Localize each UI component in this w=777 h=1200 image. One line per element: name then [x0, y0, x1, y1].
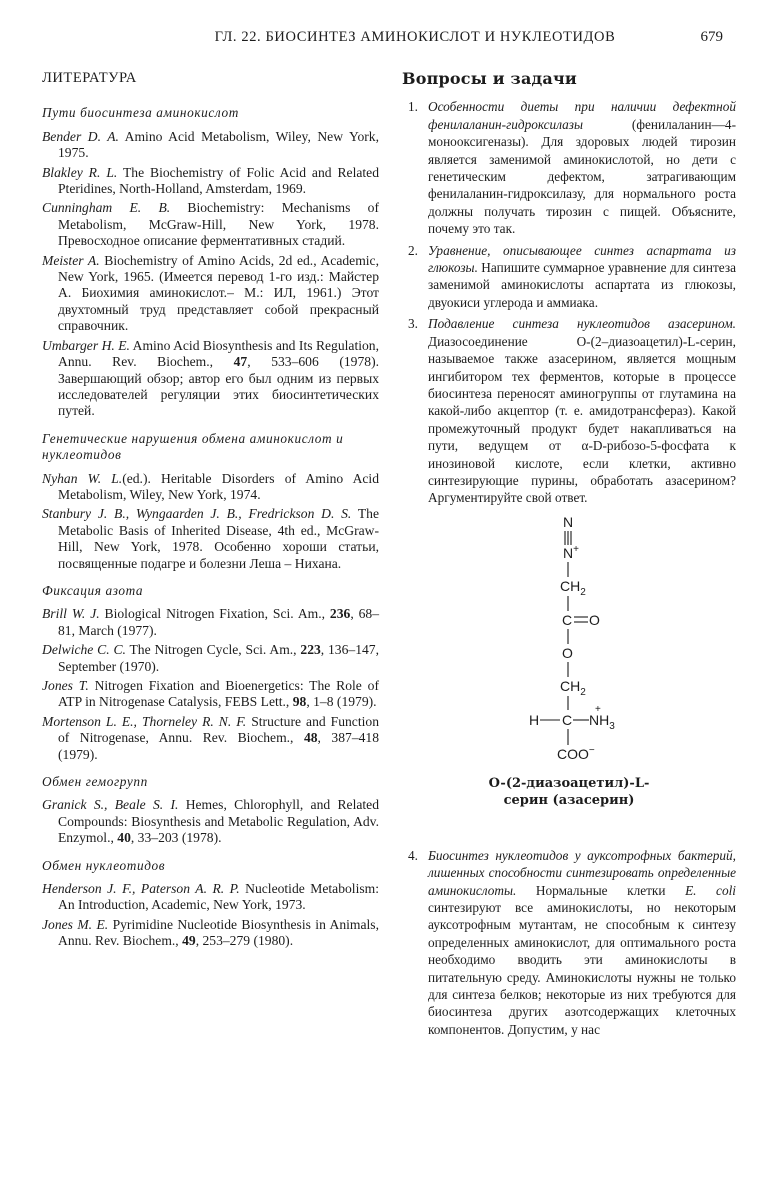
page-number: 679 — [700, 29, 723, 45]
reference-volume: 223 — [300, 642, 321, 658]
triple-bond — [565, 531, 571, 545]
double-bond — [574, 617, 588, 622]
reference-text: , 68–81, March (1977). — [58, 606, 380, 638]
reference-author: Mortenson L. E., Thorneley R. N. F. — [42, 713, 247, 729]
question-item — [402, 242, 736, 312]
question-heading: Уравнение, описывающее синтез аспартата из глюкозы. — [428, 242, 736, 276]
literature-column — [42, 70, 379, 961]
alpha-carbon: C — [562, 711, 573, 728]
reference-text: Amino Acid Metabolism, Wiley, New York, 1975. — [58, 128, 379, 161]
reference-text: Nucleotide Metabolism: An Introduction, Academic, New York, 1973. — [58, 881, 380, 913]
azaserine-structure — [402, 513, 736, 775]
section-title: Фиксация азота — [42, 582, 144, 598]
reference-volume: 236 — [329, 606, 351, 622]
reference-volume: 49 — [182, 933, 196, 949]
reference-item — [42, 338, 379, 420]
reference-author: Henderson J. F., Paterson A. R. P. — [42, 881, 240, 897]
reference-author: Cunningham E. B. — [42, 200, 171, 216]
reference-volume: 40 — [117, 830, 131, 846]
reference-item — [42, 678, 379, 711]
reference-item — [42, 642, 379, 675]
reference-author: Stanbury J. B., Wyngaarden J. B., Fredrickson D. S. — [42, 506, 352, 522]
reference-author: Umbarger H. E. — [42, 337, 130, 353]
reference-item — [42, 606, 379, 639]
atom-n-terminal: N — [563, 513, 574, 530]
reference-text: Biological Nitrogen Fixation, Sci. Am., — [99, 606, 330, 622]
question-number: 3. — [408, 316, 418, 332]
reference-item — [42, 253, 379, 335]
section-title: Пути биосинтеза аминокислот — [42, 105, 239, 121]
reference-author: Delwiche C. C. — [42, 642, 126, 658]
caption-line: O-(2-диазоацетил)-L- — [488, 775, 650, 791]
reference-volume: 47 — [233, 354, 248, 370]
section-title: Обмен гемогрупп — [42, 774, 148, 790]
reference-text: , 33–203 (1978). — [130, 830, 222, 846]
reference-text: Biochemistry of Amino Acids, 2d ed., Academic, New York, 1965. (Имеется перевод 1-го изд.: Майстер А. Биохимия аминокислот.– М.: ИЛ, 1961.) Этот двухтомный труд представляет собой прекрасный справочник. — [58, 252, 379, 334]
question-number: 2. — [408, 242, 418, 258]
reference-text: , 387–418 (1979). — [58, 730, 380, 762]
reference-author: Granick S., Beale S. I. — [42, 797, 179, 813]
question-item — [402, 315, 736, 506]
reference-list — [42, 471, 379, 572]
carbonyl-oxygen: O — [589, 611, 600, 628]
reference-author: Nyhan W. L. — [42, 470, 123, 486]
alpha-hydrogen: H — [529, 711, 540, 728]
reference-list — [42, 797, 379, 846]
methylene-group: $CH_2$ — [560, 677, 586, 698]
reference-list — [42, 129, 379, 420]
reference-author: Jones M. E. — [42, 916, 109, 932]
reference-text: (ed.). Heritable Disorders of Amino Acid Metabolism, Wiley, New York, 1974. — [58, 470, 379, 502]
structure-caption — [402, 775, 736, 809]
reference-author: Brill W. J. — [42, 606, 100, 622]
reference-text: The Biochemistry of Folic Acid and Related Pteridines, North-Holland, Amsterdam, 1969. — [58, 164, 379, 197]
methylene-group: $CH_2$ — [560, 577, 586, 598]
carboxylate-group: COO− — [557, 744, 595, 762]
reference-volume: 48 — [303, 730, 318, 746]
ester-oxygen: O — [562, 644, 573, 661]
reference-text: Biochemistry: Mechanisms of Metabolism, McGraw-Hill, New York, 1978. Превосходное описание ферментативных стадий. — [58, 200, 379, 249]
carbonyl-carbon: C — [562, 611, 573, 628]
reference-volume: 98 — [292, 694, 307, 710]
ammonium-group: $NH_3$ — [589, 711, 615, 732]
question-number: 4. — [408, 847, 418, 863]
reference-text: Pyrimidine Nucleotide Biosynthesis in Animals, Annu. Rev. Biochem., — [58, 916, 379, 949]
reference-item — [42, 714, 379, 763]
reference-author: Meister A. — [42, 252, 100, 268]
reference-author: Bender D. A. — [42, 128, 119, 144]
question-text: Нормальные клетки — [516, 882, 686, 898]
reference-item — [42, 165, 379, 198]
section-title: Генетические нарушения обмена аминокислот и нуклеотидов — [42, 430, 344, 463]
literature-title: ЛИТЕРАТУРА — [42, 70, 137, 86]
reference-text: , 533–606 (1978). Завершающий обзор; автор его был одним из первых исследователей регуляции этих биосинтетических путей. — [58, 354, 379, 419]
caption-line: серин (азасерин) — [503, 792, 635, 808]
reference-author: Jones T. — [42, 678, 89, 693]
question-item — [402, 847, 736, 1038]
reference-item — [42, 200, 379, 249]
question-text: Напишите суммарное уравнение для синтеза заменимой аминокислоты аспартата из глюкозы, двуокиси углерода и аммиака. — [428, 260, 736, 310]
reference-text: Hemes, Chlorophyll, and Related Compounds: Biosynthesis and Metabolic Regulation, Adv. Enzymol., — [58, 797, 379, 846]
questions-title: Вопросы и задачи — [402, 69, 577, 88]
reference-author: Blakley R. L. — [42, 164, 118, 180]
reference-text: , 1–8 (1979). — [306, 694, 377, 710]
species-name: E. coli — [685, 882, 736, 898]
question-number: 1. — [408, 99, 418, 115]
question-text: (фенилаланин—4-монооксигеназы). Для здоровых людей тирозин является заменимой аминокислотой, но дети с генетическим дефектом, затрагивающим фенилаланин-гидроксилазу, для нормального роста должны получать тирозин с пищей. Объясните, почему это так. — [428, 116, 736, 237]
reference-item — [42, 881, 379, 914]
question-heading: Подавление синтеза нуклеотидов азасерином. — [428, 316, 736, 332]
question-text: Диазосоединение O-(2–диазоацетил)-L-серин, называемое также азасерином, является мощным ингибитором тех ферментов, которые в процессе биосинтеза переносят аминогруппы от глутамина на какой-либо акцептор (т. е. амидотрансферaз). Какой промежуточный продукт будет накапливаться на пути, ведущем от α-D-рибозо-5-фосфата к инозиновой кислоте, если клетки, активно синтезирующие пурины, обработать азасерином? Аргументируйте свой ответ. — [428, 333, 736, 506]
reference-item — [42, 506, 379, 572]
reference-text: The Metabolic Basis of Inherited Disease, 4th ed., McGraw-Hill, New York, 1978. Особенно хороши статьи, посвященные подагре и болезни Леша – Нихана. — [58, 506, 379, 571]
reference-text: Amino Acid Biosynthesis and Its Regulation, Annu. Rev. Biochem., — [58, 337, 379, 370]
reference-item — [42, 917, 379, 950]
reference-text: Nitrogen Fixation and Bioenergetics: The Role of ATP in Nitrogenase Catalysis, FEBS Lett., — [58, 678, 379, 710]
reference-item — [42, 797, 379, 846]
reference-text: , 253–279 (1980). — [195, 933, 294, 949]
reference-list — [42, 606, 379, 763]
atom-n-cationic: N+ — [563, 543, 579, 561]
reference-text: , 136–147, September (1970). — [58, 642, 379, 674]
ammonium-charge: + — [595, 703, 601, 715]
reference-text: Structure and Function of Nitrogenase, Annu. Rev. Biochem., — [58, 713, 379, 746]
section-title: Обмен нуклеотидов — [42, 857, 166, 873]
reference-item — [42, 129, 379, 162]
question-text: синтезируют все аминокислоты, но некоторым ауксотрофным мутантам, не способным к синтезу определенных аминокислот, для оптимального роста необходимо вводить эти аминокислоты в питательную среду. Аминокислоты нужны не только для синтеза белков; некоторые из них требуются для биосинтеза других азотсодержащих клеточных компонентов. Допустим, у нас — [428, 899, 736, 1037]
questions-column — [402, 70, 736, 1042]
question-item — [402, 98, 736, 237]
reference-item — [42, 471, 379, 504]
question-heading: Биосинтез нуклеотидов у ауксотрофных бактерий, лишенных способности синтезировать определенные аминокислоты. — [428, 847, 736, 898]
running-header: ГЛ. 22. БИОСИНТЕЗ АМИНОКИСЛОТ И НУКЛЕОТИДОВ — [214, 29, 616, 45]
reference-list — [42, 881, 379, 950]
question-heading: Особенности диеты при наличии дефектной фенилаланин-гидроксилазы — [428, 99, 736, 132]
reference-text: The Nitrogen Cycle, Sci. Am., — [125, 642, 301, 658]
